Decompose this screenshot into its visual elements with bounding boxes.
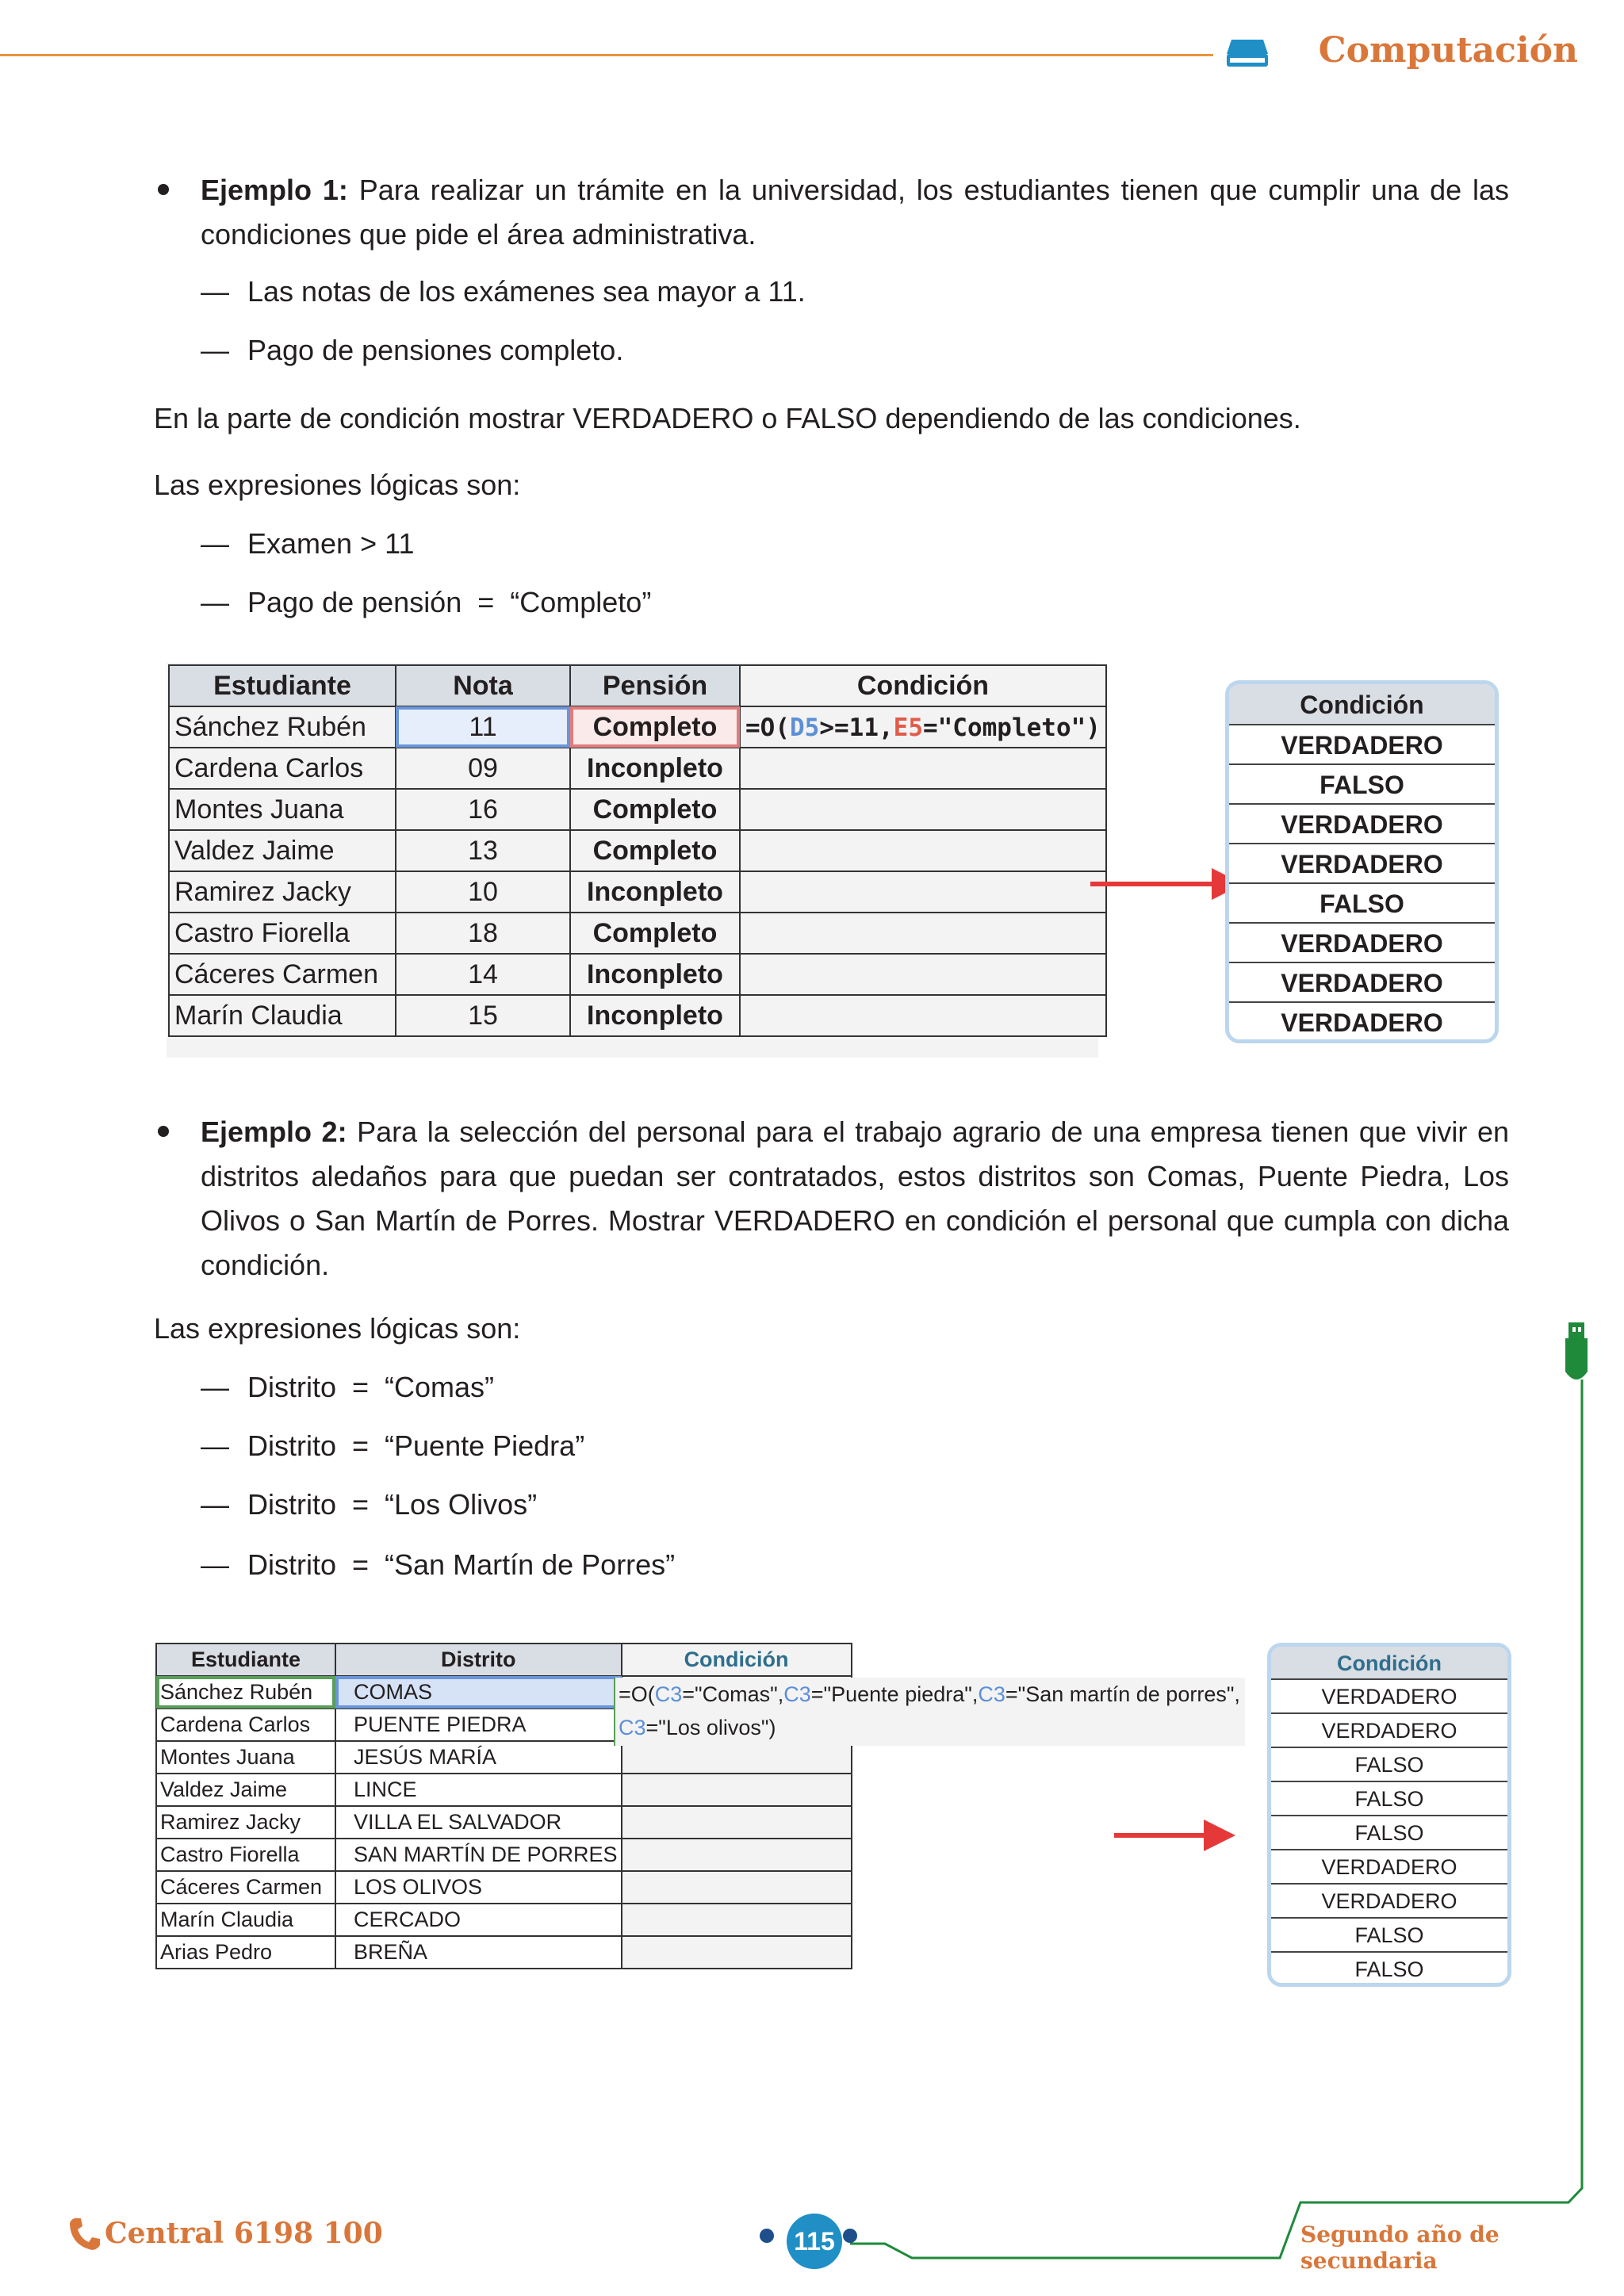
grade-cell[interactable]: 16 <box>396 789 570 830</box>
formula-line: C3="Los olivos") <box>619 1716 776 1739</box>
grade-cell[interactable]: 13 <box>396 830 570 871</box>
student-cell[interactable]: Ramirez Jacky <box>169 871 396 913</box>
result-value: FALSO <box>1271 1816 1507 1850</box>
pension-cell[interactable]: Completo <box>570 913 740 954</box>
pension-cell[interactable]: Completo <box>570 789 740 830</box>
table-row <box>169 789 1106 830</box>
example1-table <box>168 664 1107 1037</box>
table-row <box>169 913 1106 954</box>
student-cell[interactable]: Cáceres Carmen <box>169 954 396 995</box>
example1-paragraph <box>201 168 1509 257</box>
grade-cell[interactable]: 09 <box>396 748 570 789</box>
dash: — <box>201 1488 229 1521</box>
grade-cell[interactable]: 15 <box>396 995 570 1036</box>
formula-cell[interactable] <box>740 706 1106 748</box>
district-cell[interactable]: JESÚS MARÍA <box>335 1741 622 1774</box>
dash: — <box>201 1548 229 1581</box>
condition-item: Las notas de los exámenes sea mayor a 11. <box>247 275 806 308</box>
result-value: VERDADERO <box>1281 1008 1443 1037</box>
expression-item: Distrito = “Puente Piedra” <box>247 1429 585 1462</box>
table-row <box>169 706 1106 748</box>
student-cell[interactable]: Marín Claudia <box>156 1904 335 1936</box>
formula-line: =O(C3="Comas",C3="Puente piedra",C3="San martín de porres", <box>619 1682 1240 1706</box>
student-cell[interactable]: Cardena Carlos <box>169 748 396 789</box>
result-value: FALSO <box>1229 884 1495 924</box>
condition-cell[interactable] <box>740 954 1106 995</box>
formula: =O(D5>=11,E5="Completo") <box>745 713 1101 742</box>
expression-item: Distrito = “San Martín de Porres” <box>247 1548 676 1581</box>
pension-cell[interactable]: Inconpleto <box>570 871 740 913</box>
pension-cell[interactable]: Inconpleto <box>570 954 740 995</box>
example2-paragraph <box>201 1110 1509 1288</box>
student-cell[interactable]: Sánchez Rubén <box>156 1676 335 1709</box>
example2-label: Ejemplo 2: <box>201 1115 347 1148</box>
table-row <box>169 995 1106 1036</box>
bullet <box>158 184 169 195</box>
result-value: VERDADERO <box>1229 805 1495 844</box>
result-value: FALSO <box>1354 1957 1424 1981</box>
result-value: FALSO <box>1271 1748 1507 1782</box>
result-value: VERDADERO <box>1271 1850 1507 1885</box>
pension-cell[interactable]: Inconpleto <box>570 995 740 1036</box>
result-value: FALSO <box>1271 1919 1507 1953</box>
student-cell[interactable]: Ramirez Jacky <box>156 1806 335 1839</box>
pension-cell[interactable]: Completo <box>570 830 740 871</box>
result-header: Condición <box>1271 1647 1507 1680</box>
result-value: VERDADERO <box>1271 1885 1507 1919</box>
footer-grade: Segundo año de secundaria <box>1300 2221 1500 2274</box>
student-cell[interactable]: Sánchez Rubén <box>169 706 396 748</box>
expressions-intro: Las expresiones lógicas son: <box>154 1312 521 1345</box>
student-cell[interactable]: Montes Juana <box>156 1741 335 1774</box>
result-value: FALSO <box>1229 765 1495 805</box>
col-header: Condición <box>740 665 1106 706</box>
grade-cell[interactable]: 11 <box>396 706 570 748</box>
student-cell[interactable]: Valdez Jaime <box>169 830 396 871</box>
district-cell[interactable]: COMAS <box>335 1676 622 1709</box>
col-header: Nota <box>396 665 570 706</box>
condition-item: Pago de pensiones completo. <box>247 334 624 366</box>
page-number: 115 <box>787 2214 842 2269</box>
grade-cell[interactable]: 10 <box>396 871 570 913</box>
expression-item: Distrito = “Los Olivos” <box>247 1488 538 1521</box>
district-cell[interactable]: SAN MARTÍN DE PORRES <box>335 1839 622 1871</box>
student-cell[interactable]: Cardena Carlos <box>156 1709 335 1741</box>
col-header: Pensión <box>570 665 740 706</box>
condition-cell[interactable] <box>740 995 1106 1036</box>
result-value: FALSO <box>1271 1782 1507 1816</box>
student-cell[interactable]: Montes Juana <box>169 789 396 830</box>
dash: — <box>201 586 229 618</box>
condition-cell[interactable] <box>740 748 1106 789</box>
example1-label: Ejemplo 1: <box>201 174 348 206</box>
district-cell[interactable]: CERCADO <box>335 1904 622 1936</box>
grade-cell[interactable]: 14 <box>396 954 570 995</box>
col-header: Estudiante <box>156 1644 335 1676</box>
student-cell[interactable]: Valdez Jaime <box>156 1774 335 1806</box>
result-value: VERDADERO <box>1271 1680 1507 1714</box>
dash: — <box>201 1371 229 1403</box>
district-cell[interactable]: VILLA EL SALVADOR <box>335 1806 622 1839</box>
expressions-intro: Las expresiones lógicas son: <box>154 469 521 501</box>
pension-cell[interactable]: Completo <box>570 706 740 748</box>
phone-icon <box>68 2217 100 2252</box>
expression-item: Distrito = “Comas” <box>247 1371 495 1403</box>
result-value: VERDADERO <box>1229 924 1495 963</box>
hard-drive-icon <box>1225 36 1270 68</box>
table-row <box>169 954 1106 995</box>
footer-phone: Central 6198 100 <box>105 2217 383 2250</box>
condition-cell[interactable] <box>740 871 1106 913</box>
dash: — <box>201 527 229 560</box>
col-header: Distrito <box>335 1644 622 1676</box>
dash: — <box>201 334 229 366</box>
district-cell[interactable]: BREÑA <box>335 1936 622 1969</box>
expression-item: Pago de pensión = “Completo” <box>247 586 652 618</box>
result-value: VERDADERO <box>1271 1714 1507 1748</box>
example1-note: En la parte de condición mostrar VERDADERO o FALSO dependiendo de las condiciones. <box>154 402 1301 434</box>
result-value: VERDADERO <box>1229 725 1495 765</box>
result-value: VERDADERO <box>1229 963 1495 1003</box>
table-row <box>169 748 1106 789</box>
col-header: Condición <box>622 1644 852 1676</box>
arrow-shaft <box>1090 882 1213 886</box>
example1-text: Para realizar un trámite en la universidad, los estudiantes tienen que cumplir una de las condiciones que pide el área administrativa. <box>201 174 1509 251</box>
example2-text: Para la selección del personal para el trabajo agrario de una empresa tienen que vivir en distritos aledaños para que puedan ser contratados, estos distritos son Comas, Puente Piedra, Los Olivos o San Martín de Porres. Mostrar VERDADERO en condición el personal que cumpla con dicha condición. <box>201 1115 1509 1281</box>
student-cell[interactable]: Castro Fiorella <box>169 913 396 954</box>
header-rule <box>0 54 1213 56</box>
section-title: Computación <box>1318 30 1578 71</box>
pension-cell[interactable]: Inconpleto <box>570 748 740 789</box>
district-cell[interactable]: LOS OLIVOS <box>335 1871 622 1904</box>
student-cell[interactable]: Arias Pedro <box>156 1936 335 1969</box>
col-header: Estudiante <box>169 665 396 706</box>
expression-item: Examen > 11 <box>247 527 415 560</box>
district-cell[interactable]: PUENTE PIEDRA <box>335 1709 622 1741</box>
usb-cable-decoration <box>0 1300 1624 2296</box>
example1-result-box <box>1225 680 1499 1043</box>
condition-cell[interactable] <box>740 913 1106 954</box>
condition-cell[interactable] <box>740 830 1106 871</box>
student-cell[interactable]: Cáceres Carmen <box>156 1871 335 1904</box>
dash: — <box>201 1429 229 1462</box>
grade-cell[interactable]: 18 <box>396 913 570 954</box>
table-row <box>169 871 1106 913</box>
table-row <box>169 830 1106 871</box>
student-cell[interactable]: Marín Claudia <box>169 995 396 1036</box>
bullet <box>158 1126 169 1137</box>
district-cell[interactable]: LINCE <box>335 1774 622 1806</box>
result-value: VERDADERO <box>1229 844 1495 884</box>
result-header: Condición <box>1229 684 1495 725</box>
dash: — <box>201 275 229 308</box>
student-cell[interactable]: Castro Fiorella <box>156 1839 335 1871</box>
condition-cell[interactable] <box>740 789 1106 830</box>
